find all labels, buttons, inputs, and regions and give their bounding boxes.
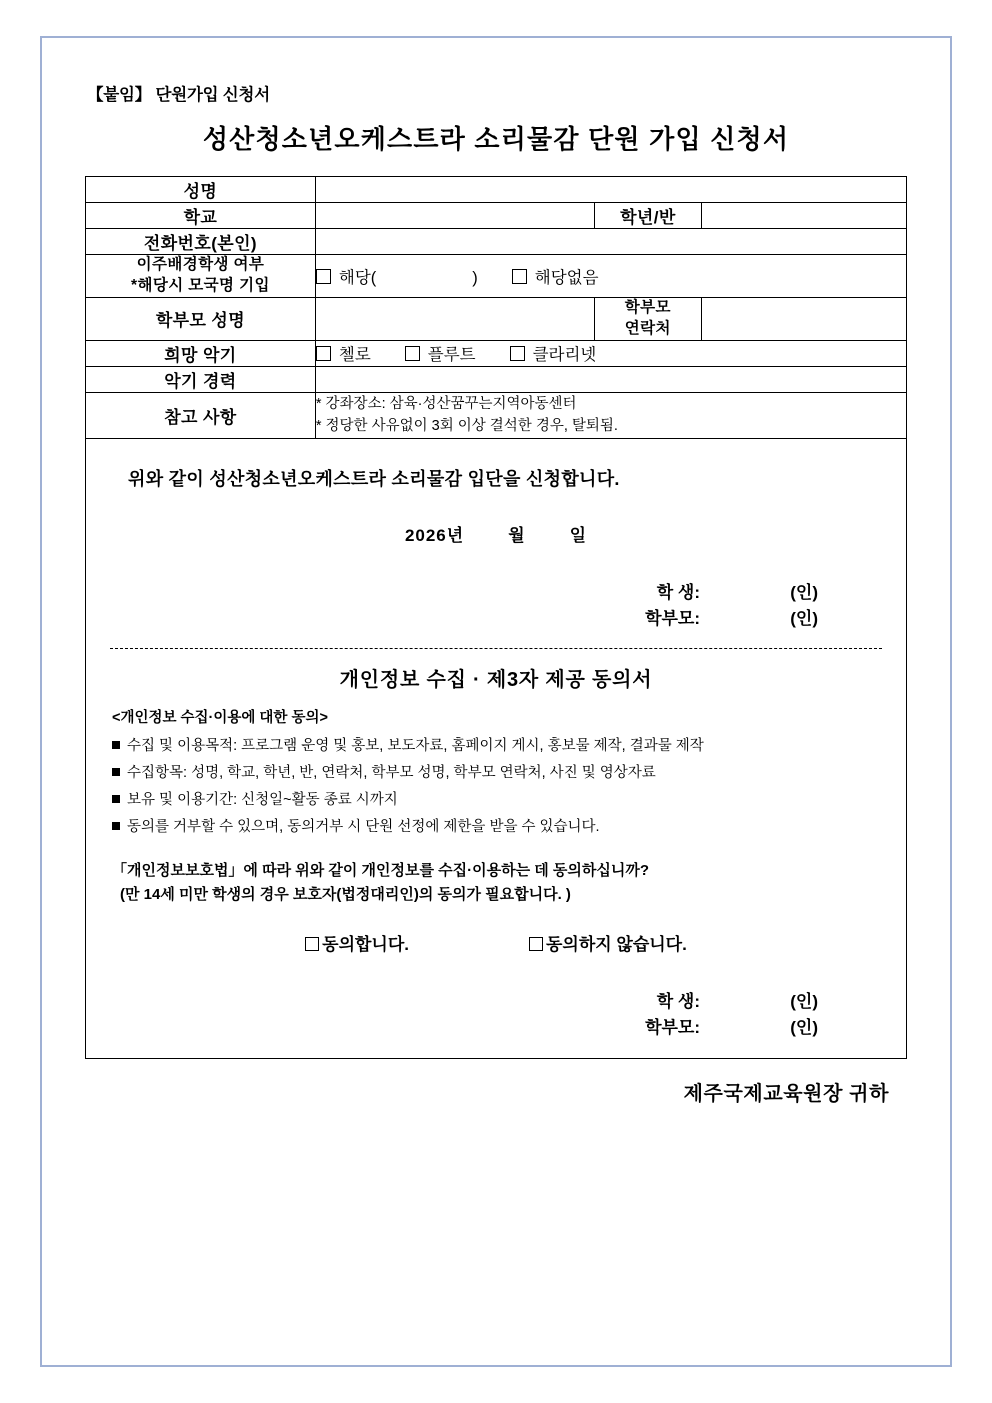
instrument-option-cello: 첼로	[338, 346, 371, 365]
checkbox-migrant-yes[interactable]	[316, 269, 331, 284]
consent-item-text: 동의를 거부할 수 있으며, 동의거부 시 단원 선정에 제한을 받을 수 있습니다.	[127, 818, 600, 835]
instrument-option-clarinet: 클라리넷	[532, 346, 597, 365]
date-line	[110, 521, 882, 546]
school-field[interactable]	[315, 203, 594, 229]
footer-organization: 제주국제교육원장 귀하	[683, 1082, 889, 1105]
notes-content	[315, 392, 906, 438]
parent-signature-row-top	[110, 606, 818, 632]
consent-disagree-label: 동의하지 않습니다.	[546, 935, 687, 955]
parent-contact-label-line2: 연락처	[624, 319, 671, 337]
parent-signature-label-top: 학부모:	[645, 608, 700, 628]
student-signature-row-top	[110, 580, 818, 606]
consent-item-list	[110, 733, 882, 840]
school-label: 학교	[86, 203, 316, 229]
date-year: 2026년	[404, 525, 465, 545]
page-title: 성산청소년오케스트라 소리물감 단원 가입 신청서	[202, 124, 790, 154]
grade-class-label: 학년/반	[595, 203, 702, 229]
consent-agree-option[interactable]	[305, 930, 409, 955]
student-signature-label-bottom: 학 생:	[656, 992, 700, 1012]
application-form-table	[85, 176, 907, 439]
table-row	[86, 366, 907, 392]
note-line-1: * 강좌장소: 삼육·성산꿈꾸는지역아동센터	[315, 395, 577, 412]
date-month: 월	[508, 525, 526, 545]
checkbox-instrument-clarinet[interactable]	[510, 346, 525, 361]
migrant-background-label-line1: 이주배경학생 여부	[136, 256, 265, 273]
consent-subtitle: <개인정보 수집·이용에 대한 동의>	[112, 710, 328, 727]
parent-contact-label-line1: 학부모	[624, 298, 671, 316]
migrant-no-label: 해당없음	[534, 268, 599, 287]
student-seal-top: (인)	[790, 582, 818, 602]
bullet-square-icon	[112, 822, 120, 830]
table-row	[86, 392, 907, 438]
table-row	[86, 340, 907, 366]
table-row	[86, 203, 907, 229]
attachment-label: 【붙임】 단원가입 신청서	[87, 86, 271, 104]
experience-field[interactable]	[315, 366, 906, 392]
instrument-options	[315, 340, 906, 366]
consent-item-text: 수집 및 이용목적: 프로그램 운영 및 홍보, 보도자료, 홈페이지 게시, 홍보물 제작, 결과물 제작	[127, 738, 704, 755]
signature-block-top	[110, 580, 818, 633]
parent-contact-label	[595, 297, 702, 340]
instrument-label: 희망 악기	[86, 340, 316, 366]
table-row	[86, 255, 907, 298]
parent-name-field[interactable]	[315, 297, 594, 340]
note-line-2: * 정당한 사유없이 3회 이상 결석한 경우, 탈퇴됨.	[315, 418, 618, 435]
consent-question-main: 「개인정보보호법」에 따라 위와 같이 개인정보를 수집·이용하는 데 동의하십니까?	[112, 861, 650, 879]
name-field[interactable]	[315, 177, 906, 203]
signature-block-bottom	[110, 989, 818, 1042]
migrant-yes-close: )	[472, 268, 478, 287]
parent-name-label: 학부모 성명	[86, 297, 316, 340]
migrant-yes-label: 해당(	[338, 268, 377, 287]
consent-question	[112, 859, 882, 909]
consent-item-text: 보유 및 이용기간: 신청일~활동 종료 시까지	[127, 791, 398, 808]
checkbox-instrument-cello[interactable]	[316, 346, 331, 361]
migrant-background-options	[315, 255, 906, 298]
list-item	[112, 787, 882, 814]
student-signature-row-bottom	[110, 989, 818, 1015]
table-row	[86, 297, 907, 340]
checkbox-agree[interactable]	[305, 937, 319, 951]
document-body	[40, 36, 952, 1106]
table-row	[86, 177, 907, 203]
student-signature-label-top: 학 생:	[656, 582, 700, 602]
list-item	[112, 760, 882, 787]
apply-statement: 위와 같이 성산청소년오케스트라 소리물감 입단을 신청합니다.	[128, 468, 620, 489]
parent-signature-label-bottom: 학부모:	[645, 1018, 700, 1038]
student-seal-bottom: (인)	[790, 992, 818, 1012]
parent-contact-field[interactable]	[701, 297, 906, 340]
notes-label: 참고 사항	[86, 392, 316, 438]
list-item	[112, 814, 882, 841]
parent-seal-top: (인)	[790, 608, 818, 628]
parent-seal-bottom: (인)	[790, 1018, 818, 1038]
consent-question-sub: (만 14세 미만 학생의 경우 보호자(법정대리인)의 동의가 필요합니다. )	[120, 886, 571, 904]
migrant-background-label	[86, 255, 316, 298]
phone-field[interactable]	[315, 229, 906, 255]
checkbox-instrument-flute[interactable]	[405, 346, 420, 361]
bullet-square-icon	[112, 795, 120, 803]
bullet-square-icon	[112, 768, 120, 776]
date-day: 일	[569, 525, 588, 545]
checkbox-migrant-no[interactable]	[512, 269, 527, 284]
consent-agree-label: 동의합니다.	[322, 935, 409, 955]
grade-class-field[interactable]	[701, 203, 906, 229]
instrument-option-flute: 플루트	[427, 346, 476, 365]
parent-signature-row-bottom	[110, 1015, 818, 1041]
consent-choice-row	[110, 930, 882, 955]
checkbox-disagree[interactable]	[529, 937, 543, 951]
section-divider	[110, 648, 882, 649]
consent-title: 개인정보 수집 · 제3자 제공 동의서	[339, 669, 653, 692]
migrant-background-label-line2: *해당시 모국명 기입	[131, 276, 270, 294]
bullet-square-icon	[112, 741, 120, 749]
phone-label: 전화번호(본인)	[86, 229, 316, 255]
experience-label: 악기 경력	[86, 366, 316, 392]
list-item	[112, 733, 882, 760]
lower-section	[85, 439, 907, 1059]
consent-disagree-option[interactable]	[529, 930, 687, 955]
name-label: 성명	[86, 177, 316, 203]
table-row	[86, 229, 907, 255]
consent-item-text: 수집항목: 성명, 학교, 학년, 반, 연락처, 학부모 성명, 학부모 연락처, 사진 및 영상자료	[127, 765, 656, 782]
